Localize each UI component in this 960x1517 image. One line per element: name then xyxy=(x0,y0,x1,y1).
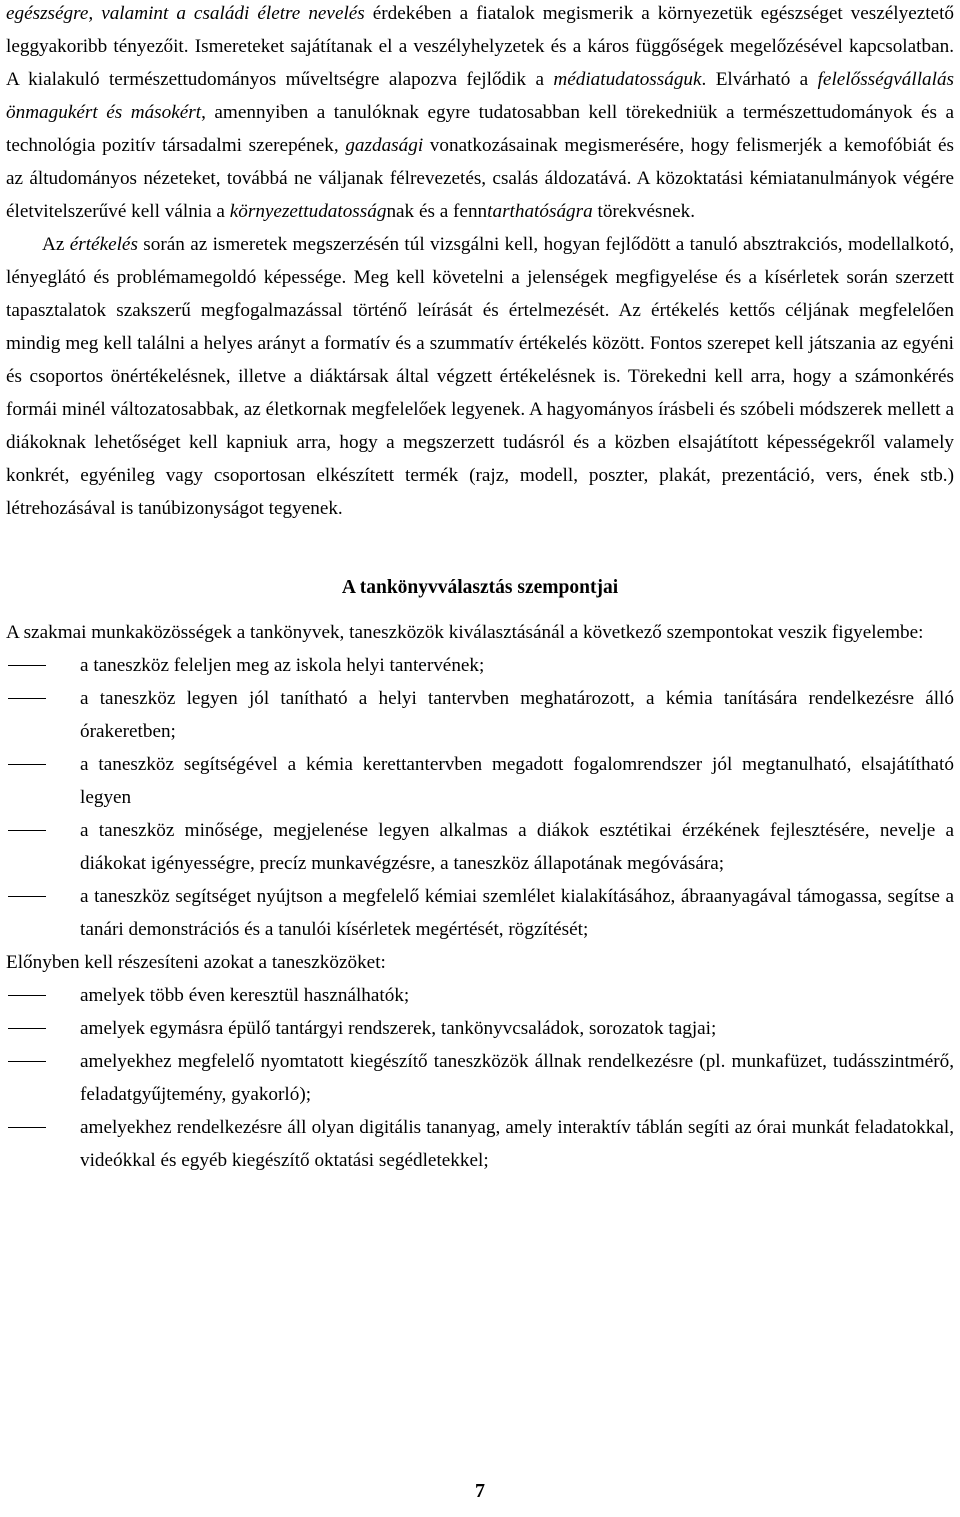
list-item: a taneszköz legyen jól tanítható a helyi tantervben meghatározott, a kémia tanítására rendelkezésre álló órakeretben; xyxy=(6,682,954,748)
list-item: a taneszköz segítséget nyújtson a megfelelő kémiai szemlélet kialakításához, ábraanyagával támogassa, segítse a tanári demonstrációs és a tanulói kísérletek megértését, rögzítését; xyxy=(6,880,954,946)
list-item: amelyekhez rendelkezésre áll olyan digitális tananyag, amely interaktív táblán segíti az órai munkát feladatokkal, videókkal és egyéb kiegészítő oktatási segédletekkel; xyxy=(6,1111,954,1177)
list-item: a taneszköz minősége, megjelenése legyen alkalmas a diákok esztétikai érzékének fejlesztésére, nevelje a diákokat igényességre, precíz munkavégzésre, a taneszköz állapotának megóvására; xyxy=(6,814,954,880)
preference-list xyxy=(6,979,954,1177)
criteria-intro: A szakmai munkaközösségek a tankönyvek, taneszközök kiválasztásánál a következő szempontokat veszik figyelembe: xyxy=(6,622,924,643)
italic-phrase: médiatudatosságuk xyxy=(553,69,702,90)
paragraph-assessment: Az értékelés során az ismeretek megszerzésén túl vizsgálni kell, hogyan fejlődött a tanuló absztrakciós, modellalkotó, lényeglátó és problémamegoldó képessége. Meg kell követelni a jelenségek megfigyelése és a kísérletek során szerzett tapasztalatok szakszerű megfogalmazással történő leírását és értelmezését. Az értékelés kettős céljának megfelelően mindig meg kell találni a helyes arányt a formatív és a szummatív értékelés között. Fontos szerepet kell játszania az egyéni és csoportos önértékelésnek, illetve a diáktársak által végzett értékelésnek is. Törekedni kell arra, hogy a számonkérés formái minél változatosabbak, az életkornak megfelelőek legyenek. A hagyományos írásbeli és szóbeli módszerek mellett a diákoknak lehetőséget kell kapniuk arra, hogy a megszerzett tudásról és a közben elsajátított képességekről valamely konkrét, egyénileg vagy csoportosan elkészített termék (rajz, modell, poszter, plakát, prezentáció, vers, ének stb.) létrehozásával is tanúbizonyságot tegyenek. xyxy=(6,234,954,519)
paragraph-health-media: egészségre, valamint a családi életre nevelés érdekében a fiatalok megismerik a környezetük egészséget veszélyeztető leggyakoribb tényezőit. Ismereteket sajátítanak el a veszélyhelyzetek és a káros függőségek megelőzésével kapcsolatban. A kialakuló természettudományos műveltségre alapozva fejlődik a médiatudatosságuk. Elvárható a felelősségvállalás önmagukért és másokért, amennyiben a tanulóknak egyre tudatosabban kell törekedniük a természettudományok és a technológia pozitív társadalmi szerepének, gazdasági vonatkozásainak megismerésére, hogy felismerjék a kemofóbiát és az áltudományos nézeteket, továbbá ne váljanak félrevezetés, csalás áldozatává. A közoktatási kémiatanulmányok végére életvitelszerűvé kell válnia a környezettudatosságnak és a fenntarthatóságra törekvésnek. xyxy=(6,3,955,222)
list-item: amelyekhez megfelelő nyomtatott kiegészítő taneszközök állnak rendelkezésre (pl. munkafüzet, tudásszintmérő, feladatgyűjtemény, gyakorló); xyxy=(6,1045,954,1111)
italic-phrase: felelősségvállalás önmagukért és másokért xyxy=(6,69,955,123)
list-item: amelyek több éven keresztül használhatók; xyxy=(6,979,954,1012)
italic-phrase: egészségre, valamint a családi életre nevelés xyxy=(6,3,365,24)
page-number: 7 xyxy=(475,1480,485,1502)
section-heading: A tankönyvválasztás szempontjai xyxy=(341,577,619,598)
list-item: a taneszköz feleljen meg az iskola helyi tantervének; xyxy=(6,649,954,682)
italic-phrase: gazdasági xyxy=(345,135,424,156)
italic-phrase: környezettudatosság xyxy=(229,201,387,222)
italic-phrase: értékelés xyxy=(69,234,138,255)
list-item: a taneszköz segítségével a kémia kerettantervben megadott fogalomrendszer jól megtanulható, elsajátítható legyen xyxy=(6,748,954,814)
list-item: amelyek egymásra épülő tantárgyi rendszerek, tankönyvcsaládok, sorozatok tagjai; xyxy=(6,1012,954,1045)
preference-intro: Előnyben kell részesíteni azokat a taneszközöket: xyxy=(6,952,386,973)
criteria-list xyxy=(6,649,954,946)
italic-phrase: tarthatóságra xyxy=(487,201,593,222)
